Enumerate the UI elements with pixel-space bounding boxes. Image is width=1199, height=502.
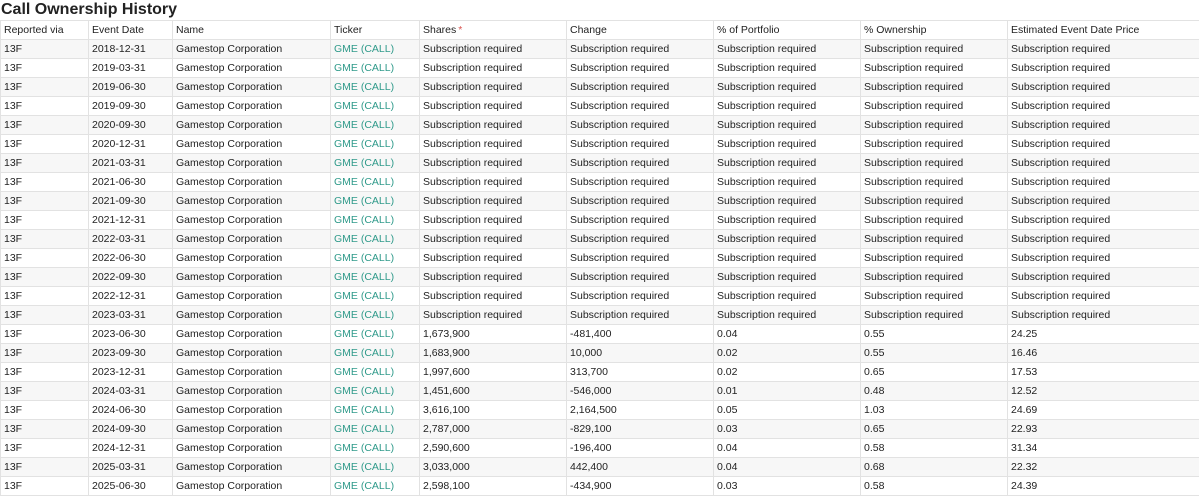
cell-shares: Subscription required: [420, 192, 567, 211]
cell-pct-ownership: Subscription required: [861, 230, 1008, 249]
column-header-change[interactable]: Change: [567, 21, 714, 40]
ticker-link[interactable]: GME (CALL): [334, 195, 395, 207]
cell-name: Gamestop Corporation: [173, 325, 331, 344]
cell-event-date: 2018-12-31: [89, 40, 173, 59]
cell-pct-ownership: Subscription required: [861, 287, 1008, 306]
cell-shares: Subscription required: [420, 173, 567, 192]
cell-change: Subscription required: [567, 97, 714, 116]
cell-shares: Subscription required: [420, 154, 567, 173]
cell-event-date: 2022-09-30: [89, 268, 173, 287]
cell-name: Gamestop Corporation: [173, 363, 331, 382]
cell-shares: Subscription required: [420, 268, 567, 287]
cell-change: Subscription required: [567, 192, 714, 211]
cell-reported-via: 13F: [1, 382, 89, 401]
cell-pct-ownership: Subscription required: [861, 40, 1008, 59]
cell-pct-ownership: 0.55: [861, 344, 1008, 363]
cell-pct-ownership: Subscription required: [861, 116, 1008, 135]
cell-estimated-price: Subscription required: [1008, 154, 1199, 173]
cell-reported-via: 13F: [1, 40, 89, 59]
cell-change: -829,100: [567, 420, 714, 439]
cell-reported-via: 13F: [1, 230, 89, 249]
cell-change: 442,400: [567, 458, 714, 477]
cell-name: Gamestop Corporation: [173, 192, 331, 211]
cell-estimated-price: Subscription required: [1008, 249, 1199, 268]
cell-name: Gamestop Corporation: [173, 287, 331, 306]
cell-event-date: 2022-12-31: [89, 287, 173, 306]
cell-estimated-price: 17.53: [1008, 363, 1199, 382]
cell-pct-portfolio: 0.05: [714, 401, 861, 420]
table-row: [1, 344, 1199, 363]
cell-name: Gamestop Corporation: [173, 344, 331, 363]
cell-pct-portfolio: Subscription required: [714, 249, 861, 268]
ticker-link[interactable]: GME (CALL): [334, 366, 395, 378]
cell-event-date: 2024-03-31: [89, 382, 173, 401]
cell-change: Subscription required: [567, 40, 714, 59]
cell-shares: 1,673,900: [420, 325, 567, 344]
cell-pct-ownership: Subscription required: [861, 249, 1008, 268]
cell-event-date: 2021-09-30: [89, 192, 173, 211]
cell-ticker: [331, 344, 420, 363]
cell-ticker: [331, 325, 420, 344]
cell-pct-ownership: 0.68: [861, 458, 1008, 477]
table-row: [1, 477, 1199, 496]
cell-ticker: [331, 230, 420, 249]
ownership-history-table: [0, 20, 1199, 496]
page-title: Call Ownership History: [1, 1, 178, 18]
cell-event-date: 2019-09-30: [89, 97, 173, 116]
cell-name: Gamestop Corporation: [173, 116, 331, 135]
cell-ticker: [331, 477, 420, 496]
cell-pct-portfolio: Subscription required: [714, 59, 861, 78]
cell-estimated-price: Subscription required: [1008, 306, 1199, 325]
cell-ticker: [331, 306, 420, 325]
cell-pct-ownership: 0.58: [861, 477, 1008, 496]
cell-change: -546,000: [567, 382, 714, 401]
cell-estimated-price: 24.25: [1008, 325, 1199, 344]
cell-change: Subscription required: [567, 249, 714, 268]
table-row: [1, 116, 1199, 135]
cell-event-date: 2023-09-30: [89, 344, 173, 363]
cell-change: Subscription required: [567, 135, 714, 154]
cell-reported-via: 13F: [1, 154, 89, 173]
cell-estimated-price: 24.39: [1008, 477, 1199, 496]
cell-event-date: 2022-06-30: [89, 249, 173, 268]
cell-reported-via: 13F: [1, 401, 89, 420]
table-row: [1, 230, 1199, 249]
cell-name: Gamestop Corporation: [173, 458, 331, 477]
cell-pct-ownership: Subscription required: [861, 306, 1008, 325]
cell-pct-portfolio: Subscription required: [714, 230, 861, 249]
ticker-link[interactable]: GME (CALL): [334, 271, 395, 283]
cell-pct-ownership: Subscription required: [861, 59, 1008, 78]
cell-ticker: [331, 249, 420, 268]
cell-reported-via: 13F: [1, 135, 89, 154]
cell-event-date: 2025-06-30: [89, 477, 173, 496]
cell-name: Gamestop Corporation: [173, 59, 331, 78]
cell-event-date: 2021-12-31: [89, 211, 173, 230]
cell-reported-via: 13F: [1, 287, 89, 306]
cell-reported-via: 13F: [1, 116, 89, 135]
cell-change: -434,900: [567, 477, 714, 496]
cell-pct-portfolio: 0.04: [714, 458, 861, 477]
table-row: [1, 268, 1199, 287]
cell-reported-via: 13F: [1, 78, 89, 97]
cell-estimated-price: Subscription required: [1008, 211, 1199, 230]
table-row: [1, 306, 1199, 325]
cell-change: Subscription required: [567, 268, 714, 287]
cell-change: Subscription required: [567, 287, 714, 306]
cell-pct-portfolio: Subscription required: [714, 78, 861, 97]
column-header-pct-ownership[interactable]: % Ownership: [861, 21, 1008, 40]
cell-reported-via: 13F: [1, 249, 89, 268]
ticker-link[interactable]: GME (CALL): [334, 233, 395, 245]
cell-change: Subscription required: [567, 154, 714, 173]
table-row: [1, 382, 1199, 401]
cell-name: Gamestop Corporation: [173, 306, 331, 325]
cell-estimated-price: Subscription required: [1008, 173, 1199, 192]
cell-name: Gamestop Corporation: [173, 401, 331, 420]
cell-estimated-price: Subscription required: [1008, 40, 1199, 59]
cell-estimated-price: Subscription required: [1008, 97, 1199, 116]
table-header-row: [1, 21, 1199, 40]
ticker-link[interactable]: GME (CALL): [334, 347, 395, 359]
cell-change: 10,000: [567, 344, 714, 363]
cell-estimated-price: Subscription required: [1008, 135, 1199, 154]
cell-event-date: 2020-12-31: [89, 135, 173, 154]
cell-ticker: [331, 116, 420, 135]
cell-estimated-price: Subscription required: [1008, 78, 1199, 97]
ticker-link[interactable]: GME (CALL): [334, 62, 395, 74]
cell-change: -481,400: [567, 325, 714, 344]
cell-estimated-price: 31.34: [1008, 439, 1199, 458]
cell-name: Gamestop Corporation: [173, 268, 331, 287]
table-row: [1, 363, 1199, 382]
cell-estimated-price: Subscription required: [1008, 230, 1199, 249]
cell-ticker: [331, 401, 420, 420]
cell-pct-ownership: 1.03: [861, 401, 1008, 420]
column-header-ticker[interactable]: Ticker: [331, 21, 420, 40]
cell-pct-portfolio: Subscription required: [714, 173, 861, 192]
table-row: [1, 287, 1199, 306]
cell-estimated-price: 16.46: [1008, 344, 1199, 363]
cell-name: Gamestop Corporation: [173, 154, 331, 173]
cell-event-date: 2023-03-31: [89, 306, 173, 325]
table-row: [1, 325, 1199, 344]
cell-reported-via: 13F: [1, 363, 89, 382]
cell-name: Gamestop Corporation: [173, 135, 331, 154]
cell-name: Gamestop Corporation: [173, 97, 331, 116]
cell-reported-via: 13F: [1, 268, 89, 287]
ticker-link[interactable]: GME (CALL): [334, 480, 395, 492]
column-header-pct-portfolio[interactable]: % of Portfolio: [714, 21, 861, 40]
cell-estimated-price: 22.32: [1008, 458, 1199, 477]
ticker-link[interactable]: GME (CALL): [334, 290, 395, 302]
table-row: [1, 249, 1199, 268]
cell-name: Gamestop Corporation: [173, 211, 331, 230]
cell-pct-ownership: Subscription required: [861, 97, 1008, 116]
column-header-event-date[interactable]: Event Date: [89, 21, 173, 40]
cell-event-date: 2020-09-30: [89, 116, 173, 135]
cell-estimated-price: 22.93: [1008, 420, 1199, 439]
ticker-link[interactable]: GME (CALL): [334, 138, 395, 150]
cell-change: 313,700: [567, 363, 714, 382]
column-header-estimated-price[interactable]: Estimated Event Date Price: [1008, 21, 1199, 40]
ticker-link[interactable]: GME (CALL): [334, 328, 395, 340]
table-row: [1, 458, 1199, 477]
cell-change: Subscription required: [567, 59, 714, 78]
table-row: [1, 192, 1199, 211]
cell-ticker: [331, 363, 420, 382]
table-row: [1, 420, 1199, 439]
ticker-link[interactable]: GME (CALL): [334, 176, 395, 188]
cell-reported-via: 13F: [1, 458, 89, 477]
cell-estimated-price: 12.52: [1008, 382, 1199, 401]
cell-pct-ownership: 0.58: [861, 439, 1008, 458]
cell-change: 2,164,500: [567, 401, 714, 420]
cell-reported-via: 13F: [1, 439, 89, 458]
cell-name: Gamestop Corporation: [173, 40, 331, 59]
table-body: [1, 40, 1199, 496]
cell-pct-portfolio: 0.02: [714, 363, 861, 382]
cell-shares: Subscription required: [420, 40, 567, 59]
cell-event-date: 2019-03-31: [89, 59, 173, 78]
cell-event-date: 2025-03-31: [89, 458, 173, 477]
cell-name: Gamestop Corporation: [173, 477, 331, 496]
ticker-link[interactable]: GME (CALL): [334, 461, 395, 473]
cell-pct-portfolio: Subscription required: [714, 268, 861, 287]
cell-ticker: [331, 458, 420, 477]
ticker-link[interactable]: GME (CALL): [334, 81, 395, 93]
cell-pct-ownership: 0.65: [861, 420, 1008, 439]
cell-ticker: [331, 211, 420, 230]
cell-pct-portfolio: 0.01: [714, 382, 861, 401]
cell-pct-ownership: Subscription required: [861, 154, 1008, 173]
cell-ticker: [331, 382, 420, 401]
cell-ticker: [331, 192, 420, 211]
cell-reported-via: 13F: [1, 192, 89, 211]
cell-pct-portfolio: Subscription required: [714, 211, 861, 230]
cell-estimated-price: 24.69: [1008, 401, 1199, 420]
cell-reported-via: 13F: [1, 306, 89, 325]
ticker-link[interactable]: GME (CALL): [334, 100, 395, 112]
cell-change: Subscription required: [567, 211, 714, 230]
ticker-link[interactable]: GME (CALL): [334, 43, 395, 55]
table-row: [1, 173, 1199, 192]
ticker-link[interactable]: GME (CALL): [334, 157, 395, 169]
cell-reported-via: 13F: [1, 173, 89, 192]
cell-reported-via: 13F: [1, 97, 89, 116]
cell-name: Gamestop Corporation: [173, 249, 331, 268]
cell-ticker: [331, 173, 420, 192]
cell-shares: Subscription required: [420, 249, 567, 268]
cell-pct-portfolio: 0.03: [714, 420, 861, 439]
cell-shares: Subscription required: [420, 116, 567, 135]
cell-ticker: [331, 40, 420, 59]
cell-pct-portfolio: Subscription required: [714, 192, 861, 211]
cell-shares: Subscription required: [420, 230, 567, 249]
cell-name: Gamestop Corporation: [173, 439, 331, 458]
cell-pct-ownership: Subscription required: [861, 192, 1008, 211]
table-row: [1, 78, 1199, 97]
cell-ticker: [331, 287, 420, 306]
cell-pct-portfolio: 0.04: [714, 325, 861, 344]
cell-shares: 2,590,600: [420, 439, 567, 458]
cell-pct-portfolio: Subscription required: [714, 97, 861, 116]
cell-shares: Subscription required: [420, 306, 567, 325]
cell-event-date: 2024-12-31: [89, 439, 173, 458]
cell-pct-portfolio: 0.02: [714, 344, 861, 363]
cell-shares: Subscription required: [420, 211, 567, 230]
cell-shares: 3,616,100: [420, 401, 567, 420]
cell-name: Gamestop Corporation: [173, 78, 331, 97]
cell-estimated-price: Subscription required: [1008, 287, 1199, 306]
cell-pct-ownership: Subscription required: [861, 211, 1008, 230]
cell-event-date: 2022-03-31: [89, 230, 173, 249]
cell-ticker: [331, 439, 420, 458]
cell-change: -196,400: [567, 439, 714, 458]
cell-change: Subscription required: [567, 230, 714, 249]
cell-shares: Subscription required: [420, 59, 567, 78]
ticker-link[interactable]: GME (CALL): [334, 214, 395, 226]
table-row: [1, 59, 1199, 78]
ticker-link[interactable]: GME (CALL): [334, 423, 395, 435]
cell-name: Gamestop Corporation: [173, 230, 331, 249]
cell-estimated-price: Subscription required: [1008, 268, 1199, 287]
table-row: [1, 135, 1199, 154]
ticker-link[interactable]: GME (CALL): [334, 309, 395, 321]
cell-pct-ownership: Subscription required: [861, 78, 1008, 97]
cell-ticker: [331, 135, 420, 154]
table-row: [1, 154, 1199, 173]
cell-pct-ownership: Subscription required: [861, 268, 1008, 287]
cell-reported-via: 13F: [1, 59, 89, 78]
cell-ticker: [331, 78, 420, 97]
cell-pct-portfolio: Subscription required: [714, 154, 861, 173]
cell-event-date: 2021-03-31: [89, 154, 173, 173]
cell-ticker: [331, 154, 420, 173]
cell-pct-portfolio: 0.04: [714, 439, 861, 458]
cell-pct-portfolio: Subscription required: [714, 116, 861, 135]
cell-reported-via: 13F: [1, 344, 89, 363]
cell-pct-ownership: 0.48: [861, 382, 1008, 401]
cell-ticker: [331, 268, 420, 287]
cell-change: Subscription required: [567, 78, 714, 97]
cell-name: Gamestop Corporation: [173, 173, 331, 192]
cell-pct-ownership: Subscription required: [861, 135, 1008, 154]
cell-event-date: 2023-06-30: [89, 325, 173, 344]
cell-reported-via: 13F: [1, 420, 89, 439]
ticker-link[interactable]: GME (CALL): [334, 404, 395, 416]
cell-event-date: 2019-06-30: [89, 78, 173, 97]
cell-estimated-price: Subscription required: [1008, 116, 1199, 135]
cell-pct-portfolio: Subscription required: [714, 287, 861, 306]
cell-pct-portfolio: 0.03: [714, 477, 861, 496]
cell-ticker: [331, 420, 420, 439]
cell-name: Gamestop Corporation: [173, 382, 331, 401]
cell-event-date: 2024-06-30: [89, 401, 173, 420]
cell-shares: 1,683,900: [420, 344, 567, 363]
cell-shares: Subscription required: [420, 135, 567, 154]
cell-pct-portfolio: Subscription required: [714, 40, 861, 59]
cell-event-date: 2021-06-30: [89, 173, 173, 192]
cell-shares: Subscription required: [420, 287, 567, 306]
cell-change: Subscription required: [567, 116, 714, 135]
ticker-link[interactable]: GME (CALL): [334, 119, 395, 131]
cell-name: Gamestop Corporation: [173, 420, 331, 439]
cell-shares: 2,787,000: [420, 420, 567, 439]
table-row: [1, 211, 1199, 230]
required-asterisk-icon: *: [458, 24, 463, 36]
cell-pct-portfolio: Subscription required: [714, 135, 861, 154]
cell-shares: Subscription required: [420, 78, 567, 97]
table-row: [1, 97, 1199, 116]
cell-pct-ownership: 0.55: [861, 325, 1008, 344]
cell-event-date: 2024-09-30: [89, 420, 173, 439]
cell-estimated-price: Subscription required: [1008, 59, 1199, 78]
column-header-shares[interactable]: Shares *: [420, 21, 567, 40]
cell-change: Subscription required: [567, 173, 714, 192]
cell-reported-via: 13F: [1, 477, 89, 496]
cell-event-date: 2023-12-31: [89, 363, 173, 382]
column-header-name[interactable]: Name: [173, 21, 331, 40]
table-row: [1, 401, 1199, 420]
cell-pct-ownership: Subscription required: [861, 173, 1008, 192]
table-row: [1, 439, 1199, 458]
column-header-reported-via[interactable]: Reported via: [1, 21, 89, 40]
cell-shares: 1,997,600: [420, 363, 567, 382]
cell-shares: 3,033,000: [420, 458, 567, 477]
ticker-link[interactable]: GME (CALL): [334, 252, 395, 264]
cell-pct-ownership: 0.65: [861, 363, 1008, 382]
cell-reported-via: 13F: [1, 211, 89, 230]
cell-pct-portfolio: Subscription required: [714, 306, 861, 325]
cell-reported-via: 13F: [1, 325, 89, 344]
cell-shares: 2,598,100: [420, 477, 567, 496]
cell-shares: Subscription required: [420, 97, 567, 116]
cell-ticker: [331, 59, 420, 78]
cell-change: Subscription required: [567, 306, 714, 325]
cell-ticker: [331, 97, 420, 116]
ticker-link[interactable]: GME (CALL): [334, 442, 395, 454]
cell-estimated-price: Subscription required: [1008, 192, 1199, 211]
table-row: [1, 40, 1199, 59]
ticker-link[interactable]: GME (CALL): [334, 385, 395, 397]
cell-shares: 1,451,600: [420, 382, 567, 401]
